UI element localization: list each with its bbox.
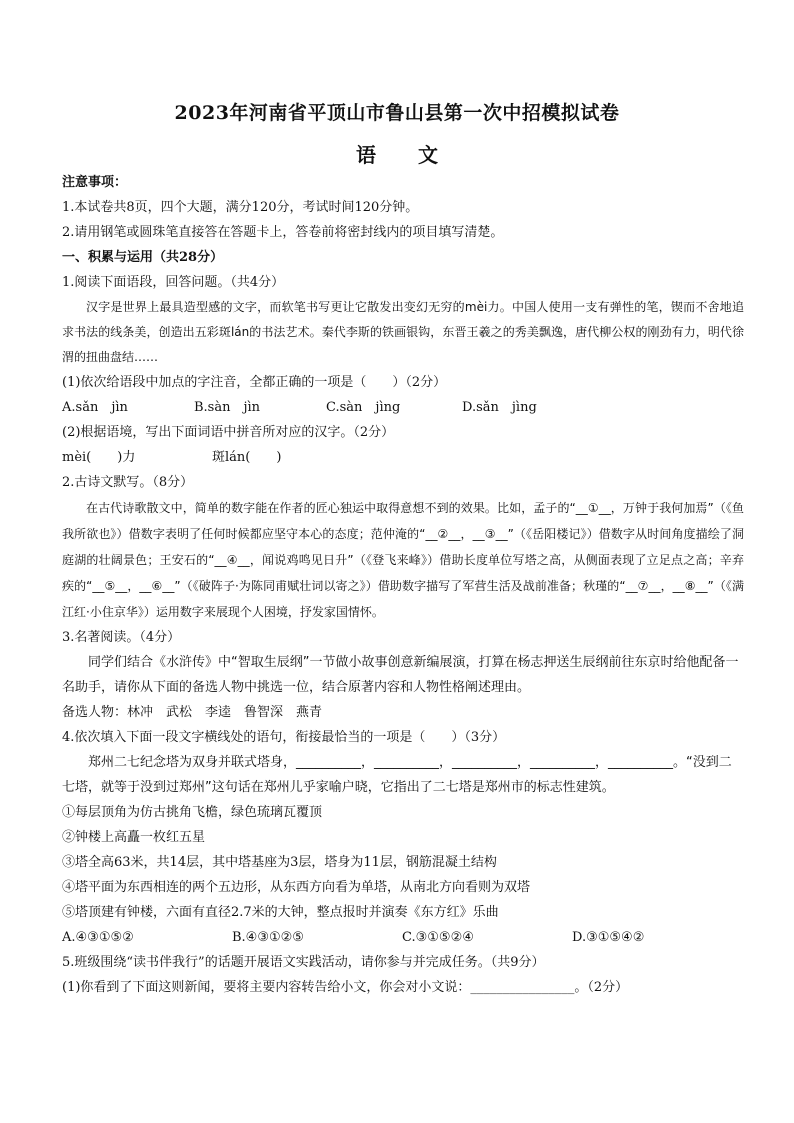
notes-heading: 注意事项： — [62, 175, 128, 190]
q4-option-a: A.④③①⑤② — [62, 930, 134, 945]
q1-option-d: D.sǎn jìng — [462, 400, 537, 415]
exam-content — [62, 170, 744, 1000]
exam-title: 2023年河南省平顶山市鲁山县第一次中招模拟试卷 — [174, 102, 620, 124]
q5-stem: 5.班级围绕“读书伴我行”的话题开展语文实践活动，请你参与并完成任务。（共9分） — [62, 955, 545, 970]
q1-option-c: C.sàn jìng — [326, 400, 401, 415]
q4-item-2: ②钟楼上高矗一枚红五星 — [62, 830, 206, 845]
q1-fill-2: 斑lán( ) — [212, 450, 282, 465]
q1-sub2: (2)根据语境，写出下面词语中拼音所对应的汉字。（2分） — [62, 425, 395, 440]
q1-fill-1: mèi( )力 — [62, 450, 136, 465]
q1-stem: 1.阅读下面语段，回答问题。（共4分） — [62, 275, 285, 290]
q1-option-a: A.sǎn jìn — [62, 400, 128, 415]
q2-passage: 在古代诗歌散文中，简单的数字能在作者的匠心独运中取得意想不到的效果。比如，孟子的“__①__，万钟于我何加焉”（《鱼我所欲也》）借数字表明了任何时候都应坚守本心的态度；范仲淹的“__②__，__③__”（《岳阳楼记》）借数字从时间角度描绘了洞庭湖的壮阔景色；王安石的“__④__，闻说鸡鸣见日升”（《登飞来峰》）借助长度单位写塔之高，从侧面表现了立足点之高；辛弃疾的“__⑤__，__⑥__”（《破阵子·为陈同甫赋壮词以寄之》）借助数字描写了军营生活及战前准备；秋瑾的“__⑦__，__⑧__”（《满江红·小住京华》）运用数字来展现个人困境，抒发家国情怀。 — [62, 501, 744, 619]
q5-sub1: (1)你看到了下面这则新闻，要将主要内容转告给小文，你会对小文说：________________。（2分） — [62, 980, 629, 995]
q4-option-d: D.③①⑤④② — [572, 930, 645, 945]
exam-subject: 语文 — [356, 143, 480, 167]
q4-option-c: C.③①⑤②④ — [402, 930, 474, 945]
q1-sub1: (1)依次给语段中加点的字注音，全都正确的一项是（ ）（2分） — [62, 375, 447, 390]
q4-item-3: ③塔全高63米，共14层，其中塔基座为3层，塔身为11层，钢筋混凝土结构 — [62, 855, 497, 870]
q1-passage: 汉字是世界上最具造型感的文字，而软笔书写更让它散发出变幻无穷的mèi力。中国人使用一支有弹性的笔，锲而不舍地追求书法的线条美，创造出五彩斑lán的书法艺术。秦代李斯的铁画银钩，东晋王羲之的秀美飘逸，唐代柳公权的刚劲有力，明代徐渭的扭曲盘结…… — [62, 300, 744, 364]
q1-option-b: B.sàn jìn — [194, 400, 261, 415]
q3-passage: 同学们结合《水浒传》中“智取生辰纲”一节做小故事创意新编展演，打算在杨志押送生辰纲前往东京时给他配备一名助手，请你从下面的备选人物中挑选一位，结合原著内容和人物性格阐述理由。 — [62, 655, 739, 695]
q4-passage: 郑州二七纪念塔为双身并联式塔身，__________，__________，__________，__________，__________。“没到二七塔，就等于没到过郑州”这句话在郑州儿乎家喻户晓，它指出了二七塔是郑州市的标志性建筑。 — [62, 755, 732, 795]
q4-option-b: B.④③①②⑤ — [232, 930, 304, 945]
q3-stem: 3.名著阅读。（4分） — [62, 630, 181, 645]
q4-item-1: ①每层顶角为仿古挑角飞檐，绿色琉璃瓦覆顶 — [62, 805, 323, 820]
q3-candidates: 备选人物：林冲 武松 李逵 鲁智深 燕青 — [62, 705, 323, 720]
q4-item-4: ④塔平面为东西相连的两个五边形，从东西方向看为单塔，从南北方向看则为双塔 — [62, 880, 531, 895]
q2-stem: 2.古诗文默写。（8分） — [62, 475, 194, 490]
q4-options — [62, 925, 744, 950]
q4-stem: 4.依次填入下面一段文字横线处的语句，衔接最恰当的一项是（ ）（3分） — [62, 730, 506, 745]
q4-item-5: ⑤塔顶建有钟楼，六面有直径2.7米的大钟，整点报时并演奏《东方红》乐曲 — [62, 905, 499, 920]
section1-heading: 一、积累与运用（共28分） — [62, 250, 224, 265]
q1-options — [62, 395, 744, 420]
notes-item-2: 2.请用钢笔或圆珠笔直接答在答题卡上，答卷前将密封线内的项目填写清楚。 — [62, 225, 504, 240]
notes-item-1: 1.本试卷共8页，四个大题，满分120分，考试时间120分钟。 — [62, 200, 419, 215]
q1-fill — [62, 445, 744, 470]
